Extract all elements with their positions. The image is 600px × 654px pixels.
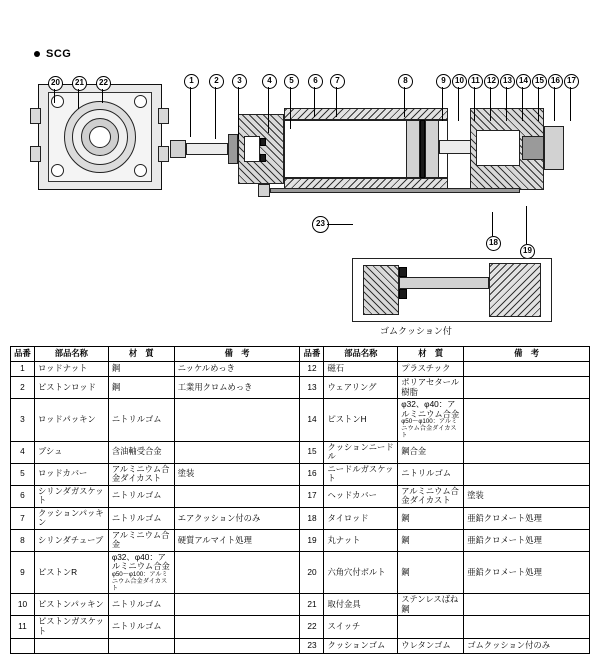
callout-4: 4: [262, 74, 277, 89]
leader-11: [474, 87, 475, 121]
table-row: [11, 441, 590, 463]
cell-material: プラスチック: [398, 362, 464, 377]
model-name: SCG: [46, 48, 72, 60]
end-view-bore: [89, 126, 111, 148]
callout-12: 12: [484, 74, 499, 89]
piston-rod: [186, 143, 228, 155]
cell-material: アルミニウム合金ダイカスト: [398, 485, 464, 507]
leader-21: [78, 89, 79, 109]
leader-6: [314, 87, 315, 117]
cell-name: シリンダチューブ: [34, 529, 108, 551]
cell-no: 12: [300, 362, 324, 377]
model-label: [34, 48, 71, 60]
cell-name: ロッドパッキン: [34, 399, 108, 442]
callout-14: 14: [516, 74, 531, 89]
head-end: [544, 126, 564, 170]
tie-rod: [270, 188, 520, 193]
cell-name: ウェアリング: [324, 377, 398, 399]
cell-no: 6: [11, 485, 35, 507]
cell-material: アルミニウム合金: [108, 529, 174, 551]
cell-remarks: 塗装: [174, 463, 300, 485]
cell-name: ヘッドカバー: [324, 485, 398, 507]
th-mat-left: 材 質: [108, 347, 174, 362]
end-view-bolt-4: [134, 164, 147, 177]
callout-13: 13: [500, 74, 515, 89]
detail-caption: ゴムクッション付: [380, 326, 452, 336]
round-nut: [258, 184, 270, 197]
cell-no: 10: [11, 594, 35, 616]
table-row: [11, 463, 590, 485]
cell-material: ニトリルゴム: [108, 399, 174, 442]
cell-material: ニトリルゴム: [108, 594, 174, 616]
cell-material: [398, 616, 464, 638]
cell-name: スイッチ: [324, 616, 398, 638]
th-rem-left: 備 考: [174, 347, 300, 362]
detail-rod: [399, 277, 489, 289]
cell-remarks: [464, 441, 590, 463]
cell-remarks: [174, 485, 300, 507]
detail-cover: [363, 265, 399, 315]
end-view: [38, 84, 160, 188]
table-row: [11, 594, 590, 616]
bush: [244, 136, 260, 162]
parts-table: [10, 346, 590, 654]
detail-cushion-rubber-2: [399, 289, 407, 299]
cell-remarks: エアクッション付のみ: [174, 507, 300, 529]
cell-remarks: [464, 377, 590, 399]
th-name-right: 部品名称: [324, 347, 398, 362]
th-mat-right: 材 質: [398, 347, 464, 362]
cell-material: 鋼合金: [398, 441, 464, 463]
cell-name: クッションゴム: [324, 638, 398, 653]
end-view-bolt-2: [134, 95, 147, 108]
cell-remarks: [464, 616, 590, 638]
leader-2: [215, 87, 216, 139]
cell-name: ピストンパッキン: [34, 594, 108, 616]
cell-no: 23: [300, 638, 324, 653]
callout-21: 21: [72, 76, 87, 91]
th-no-left: 品番: [11, 347, 35, 362]
leader-13: [506, 87, 507, 121]
cell-name: タイロッド: [324, 507, 398, 529]
cell-name: [34, 638, 108, 653]
cell-material: 含油軸受合金: [108, 441, 174, 463]
cell-remarks: [464, 594, 590, 616]
cell-material: 鋼: [398, 507, 464, 529]
cylinder-tube-top: [284, 108, 448, 120]
cell-no: 4: [11, 441, 35, 463]
callout-5: 5: [284, 74, 299, 89]
cell-name: クッションパッキン: [34, 507, 108, 529]
callout-7: 7: [330, 74, 345, 89]
cell-no: 22: [300, 616, 324, 638]
leader-8: [404, 87, 405, 117]
piston-r: [406, 120, 420, 178]
cell-no: 1: [11, 362, 35, 377]
cell-no: 3: [11, 399, 35, 442]
end-view-tab-right-1: [158, 108, 169, 124]
cell-remarks: [174, 441, 300, 463]
callout-18: 18: [486, 236, 501, 251]
leader-5: [290, 87, 291, 129]
table-row: [11, 377, 590, 399]
end-view-tab-right-2: [158, 146, 169, 162]
cell-material: 鋼: [398, 551, 464, 594]
callout-19: 19: [520, 244, 535, 259]
table-row: [11, 507, 590, 529]
cell-name: ニードルガスケット: [324, 463, 398, 485]
cell-name: 磁石: [324, 362, 398, 377]
cell-no: 16: [300, 463, 324, 485]
leader-18: [492, 212, 493, 236]
detail-view: [352, 258, 552, 322]
piston-h: [425, 120, 439, 178]
callout-8: 8: [398, 74, 413, 89]
cell-name: ピストンガスケット: [34, 616, 108, 638]
cell-material: ニトリルゴム: [108, 616, 174, 638]
cell-name: シリンダガスケット: [34, 485, 108, 507]
section-view: [170, 96, 570, 202]
th-name-left: 部品名称: [34, 347, 108, 362]
leader-15: [538, 87, 539, 121]
bullet-dot-icon: [34, 51, 40, 57]
cell-remarks: [174, 638, 300, 653]
rod-nut: [170, 140, 186, 158]
cell-remarks: [174, 551, 300, 594]
rod-packing-2: [260, 154, 266, 162]
leader-14: [522, 87, 523, 121]
table-row: [11, 399, 590, 442]
cell-remarks: 硬質アルマイト処理: [174, 529, 300, 551]
cell-name: ロッドナット: [34, 362, 108, 377]
rod-packing: [260, 138, 266, 146]
cell-remarks: [464, 362, 590, 377]
cell-no: 5: [11, 463, 35, 485]
cell-no: 18: [300, 507, 324, 529]
table-header-row: [11, 347, 590, 362]
table-row: [11, 616, 590, 638]
cell-material: φ32、φ40：アルミニウム合金 φ50〜φ100：アルミニウム合金ダイカスト: [108, 551, 174, 594]
cell-no: 15: [300, 441, 324, 463]
leader-12: [490, 87, 491, 121]
callout-9: 9: [436, 74, 451, 89]
cell-material: ポリアセタール樹脂: [398, 377, 464, 399]
table-row: [11, 362, 590, 377]
cell-material: ニトリルゴム: [108, 507, 174, 529]
end-view-tab-left-2: [30, 146, 41, 162]
cell-name: ブシュ: [34, 441, 108, 463]
cell-no: 21: [300, 594, 324, 616]
leader-23: [327, 224, 353, 225]
cell-remarks: 亜鉛クロメート処理: [464, 551, 590, 594]
cell-material: 鋼: [398, 529, 464, 551]
cell-no: [11, 638, 35, 653]
rod-shoulder: [228, 134, 238, 164]
cell-no: 19: [300, 529, 324, 551]
cell-name: ロッドカバー: [34, 463, 108, 485]
cell-remarks: [174, 399, 300, 442]
cell-remarks: 亜鉛クロメート処理: [464, 529, 590, 551]
callout-20: 20: [48, 76, 63, 91]
cell-name: クッションニードル: [324, 441, 398, 463]
cell-no: 20: [300, 551, 324, 594]
leader-1: [190, 87, 191, 137]
cell-no: 17: [300, 485, 324, 507]
cell-material: ウレタンゴム: [398, 638, 464, 653]
callout-23: 23: [312, 216, 329, 233]
cell-material: 鋼: [108, 362, 174, 377]
th-no-right: 品番: [300, 347, 324, 362]
cell-remarks: 塗装: [464, 485, 590, 507]
cell-name: 取付金具: [324, 594, 398, 616]
table-row: [11, 551, 590, 594]
cell-material: ニトリルゴム: [108, 485, 174, 507]
callout-22: 22: [96, 76, 111, 91]
cell-remarks: ゴムクッション付のみ: [464, 638, 590, 653]
callout-10: 10: [452, 74, 467, 89]
cell-remarks: [174, 616, 300, 638]
cell-remarks: [464, 463, 590, 485]
cell-no: 14: [300, 399, 324, 442]
callout-17: 17: [564, 74, 579, 89]
cell-remarks: [464, 399, 590, 442]
callout-6: 6: [308, 74, 323, 89]
cushion-needle: [522, 136, 544, 160]
leader-10: [458, 87, 459, 121]
cell-name: ピストンロッド: [34, 377, 108, 399]
cell-material: ニトリルゴム: [398, 463, 464, 485]
cell-material: [108, 638, 174, 653]
leader-22: [102, 89, 103, 103]
cell-no: 13: [300, 377, 324, 399]
cell-remarks: 工業用クロムめっき: [174, 377, 300, 399]
callout-11: 11: [468, 74, 483, 89]
cell-no: 11: [11, 616, 35, 638]
head-cover-chamber: [476, 130, 520, 166]
cell-name: 丸ナット: [324, 529, 398, 551]
cell-remarks: 亜鉛クロメート処理: [464, 507, 590, 529]
callout-3: 3: [232, 74, 247, 89]
cell-no: 9: [11, 551, 35, 594]
cell-name: ピストンH: [324, 399, 398, 442]
leader-7: [336, 87, 337, 117]
end-view-bolt-3: [51, 164, 64, 177]
callout-2: 2: [209, 74, 224, 89]
table-row: [11, 529, 590, 551]
th-rem-right: 備 考: [464, 347, 590, 362]
leader-3: [238, 87, 239, 139]
cell-material: 鋼: [108, 377, 174, 399]
cell-no: 8: [11, 529, 35, 551]
cell-material: ステンレスばね鋼: [398, 594, 464, 616]
callout-1: 1: [184, 74, 199, 89]
cell-name: 六角穴付ボルト: [324, 551, 398, 594]
leader-20: [54, 89, 55, 103]
table-row: [11, 638, 590, 653]
cell-no: 7: [11, 507, 35, 529]
cell-remarks: [174, 594, 300, 616]
leader-16: [554, 87, 555, 121]
leader-19: [526, 206, 527, 244]
leader-17: [570, 87, 571, 121]
leader-4: [268, 87, 269, 133]
leader-9: [442, 87, 443, 121]
callout-16: 16: [548, 74, 563, 89]
end-view-bolt-1: [51, 95, 64, 108]
table-row: [11, 485, 590, 507]
detail-head: [489, 263, 541, 317]
cell-material: アルミニウム合金ダイカスト: [108, 463, 174, 485]
detail-cushion-rubber: [399, 267, 407, 277]
callout-15: 15: [532, 74, 547, 89]
end-view-tab-left-1: [30, 108, 41, 124]
cell-material: φ32、φ40：アルミニウム合金 φ50〜φ100：アルミニウム合金ダイカスト: [398, 399, 464, 442]
cell-name: ピストンR: [34, 551, 108, 594]
cell-remarks: ニッケルめっき: [174, 362, 300, 377]
cell-no: 2: [11, 377, 35, 399]
